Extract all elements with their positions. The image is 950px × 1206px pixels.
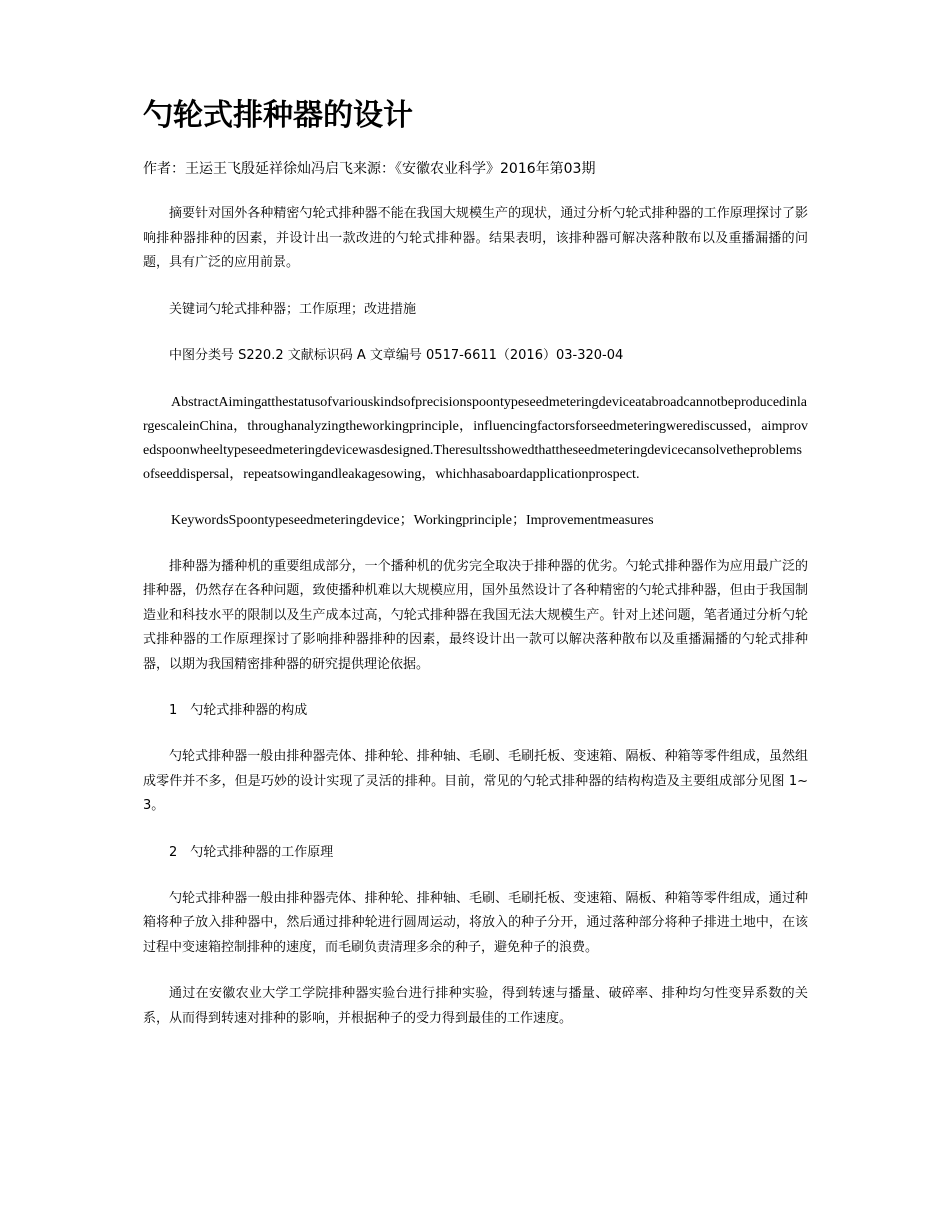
section-1-heading: 1 勺轮式排种器的构成 (169, 703, 308, 718)
keywords-english: KeywordsSpoontypeseedmeteringdevice；Workingprinciple；Improvementmeasures (171, 512, 654, 528)
introduction-paragraph: 排种器为播种机的重要组成部分，一个播种机的优劣完全取决于排种器的优劣。勺轮式排种器作为应用最广泛的排种器，仍然存在各种问题，致使播种机难以大规模应用，国外虽然设计了各种精密的勺轮式排种器，但由于我国制造业和科技水平的限制以及生产成本过高，勺轮式排种器在我国无法大规模生产。针对上述问题，笔者通过分析勺轮式排种器的工作原理探讨了影响排种器排种的因素，最终设计出一款可以解决落种散布以及重播漏播的勺轮式排种器，以期为我国精密排种器的研究提供理论依据。 (143, 558, 808, 672)
article-title: 勺轮式排种器的设计 (143, 98, 413, 133)
abstract-chinese: 摘要针对国外各种精密勺轮式排种器不能在我国大规模生产的现状，通过分析勺轮式排种器的工作原理探讨了影响排种器排种的因素，并设计出一款改进的勺轮式排种器。结果表明，该排种器可解决落种散布以及重播漏播的问题，具有广泛的应用前景。 (143, 206, 808, 270)
classification-line: 中图分类号 S220.2 文献标识码 A 文章编号 0517-6611（2016）03-320-04 (169, 348, 624, 363)
article-page (143, 96, 808, 1053)
section-2-heading: 2 勺轮式排种器的工作原理 (169, 844, 334, 860)
section-1-paragraph: 勺轮式排种器一般由排种器壳体、排种轮、排种轴、毛刷、毛刷托板、变速箱、隔板、种箱等零件组成，虽然组成零件并不多，但是巧妙的设计实现了灵活的排种。目前，常见的勺轮式排种器的结构构造及主要组成部分见图 1~3。 (143, 749, 808, 813)
article-byline: 作者：王运王飞殷延祥徐灿冯启飞来源：《安徽农业科学》2016年第03期 (143, 161, 596, 177)
section-2-paragraph: 勺轮式排种器一般由排种器壳体、排种轮、排种轴、毛刷、毛刷托板、变速箱、隔板、种箱等零件组成，通过种箱将种子放入排种器中，然后通过排种轮进行圆周运动，将放入的种子分开，通过落种部分将种子排进土地中，在该过程中变速箱控制排种的速度，而毛刷负责清理多余的种子，避免种子的浪费。 (143, 890, 808, 955)
abstract-english: AbstractAimingatthestatusofvariouskindsofprecisionspoontypeseedmeteringdeviceatabroadcannotbeproducedinlargescaleinChina，throughanalyzingtheworkingprinciple，influencingfactorsforseedmeteringwerediscussed，aimprovedspoonwheeltypeseedmeteringdevicewasdesigned.Theresultsshowedthattheseedmeteringdevicecansolvetheproblemsofseeddispersal，repeatsowingandleakagesowing，whichhasaboardapplicationprospect. (143, 394, 808, 482)
section-2-paragraph-2: 通过在安徽农业大学工学院排种器实验台进行排种实验，得到转速与播量、破碎率、排种均匀性变异系数的关系，从而得到转速对排种的影响，并根据种子的受力得到最佳的工作速度。 (143, 986, 808, 1026)
keywords-chinese: 关键词勺轮式排种器；工作原理；改进措施 (169, 301, 417, 317)
